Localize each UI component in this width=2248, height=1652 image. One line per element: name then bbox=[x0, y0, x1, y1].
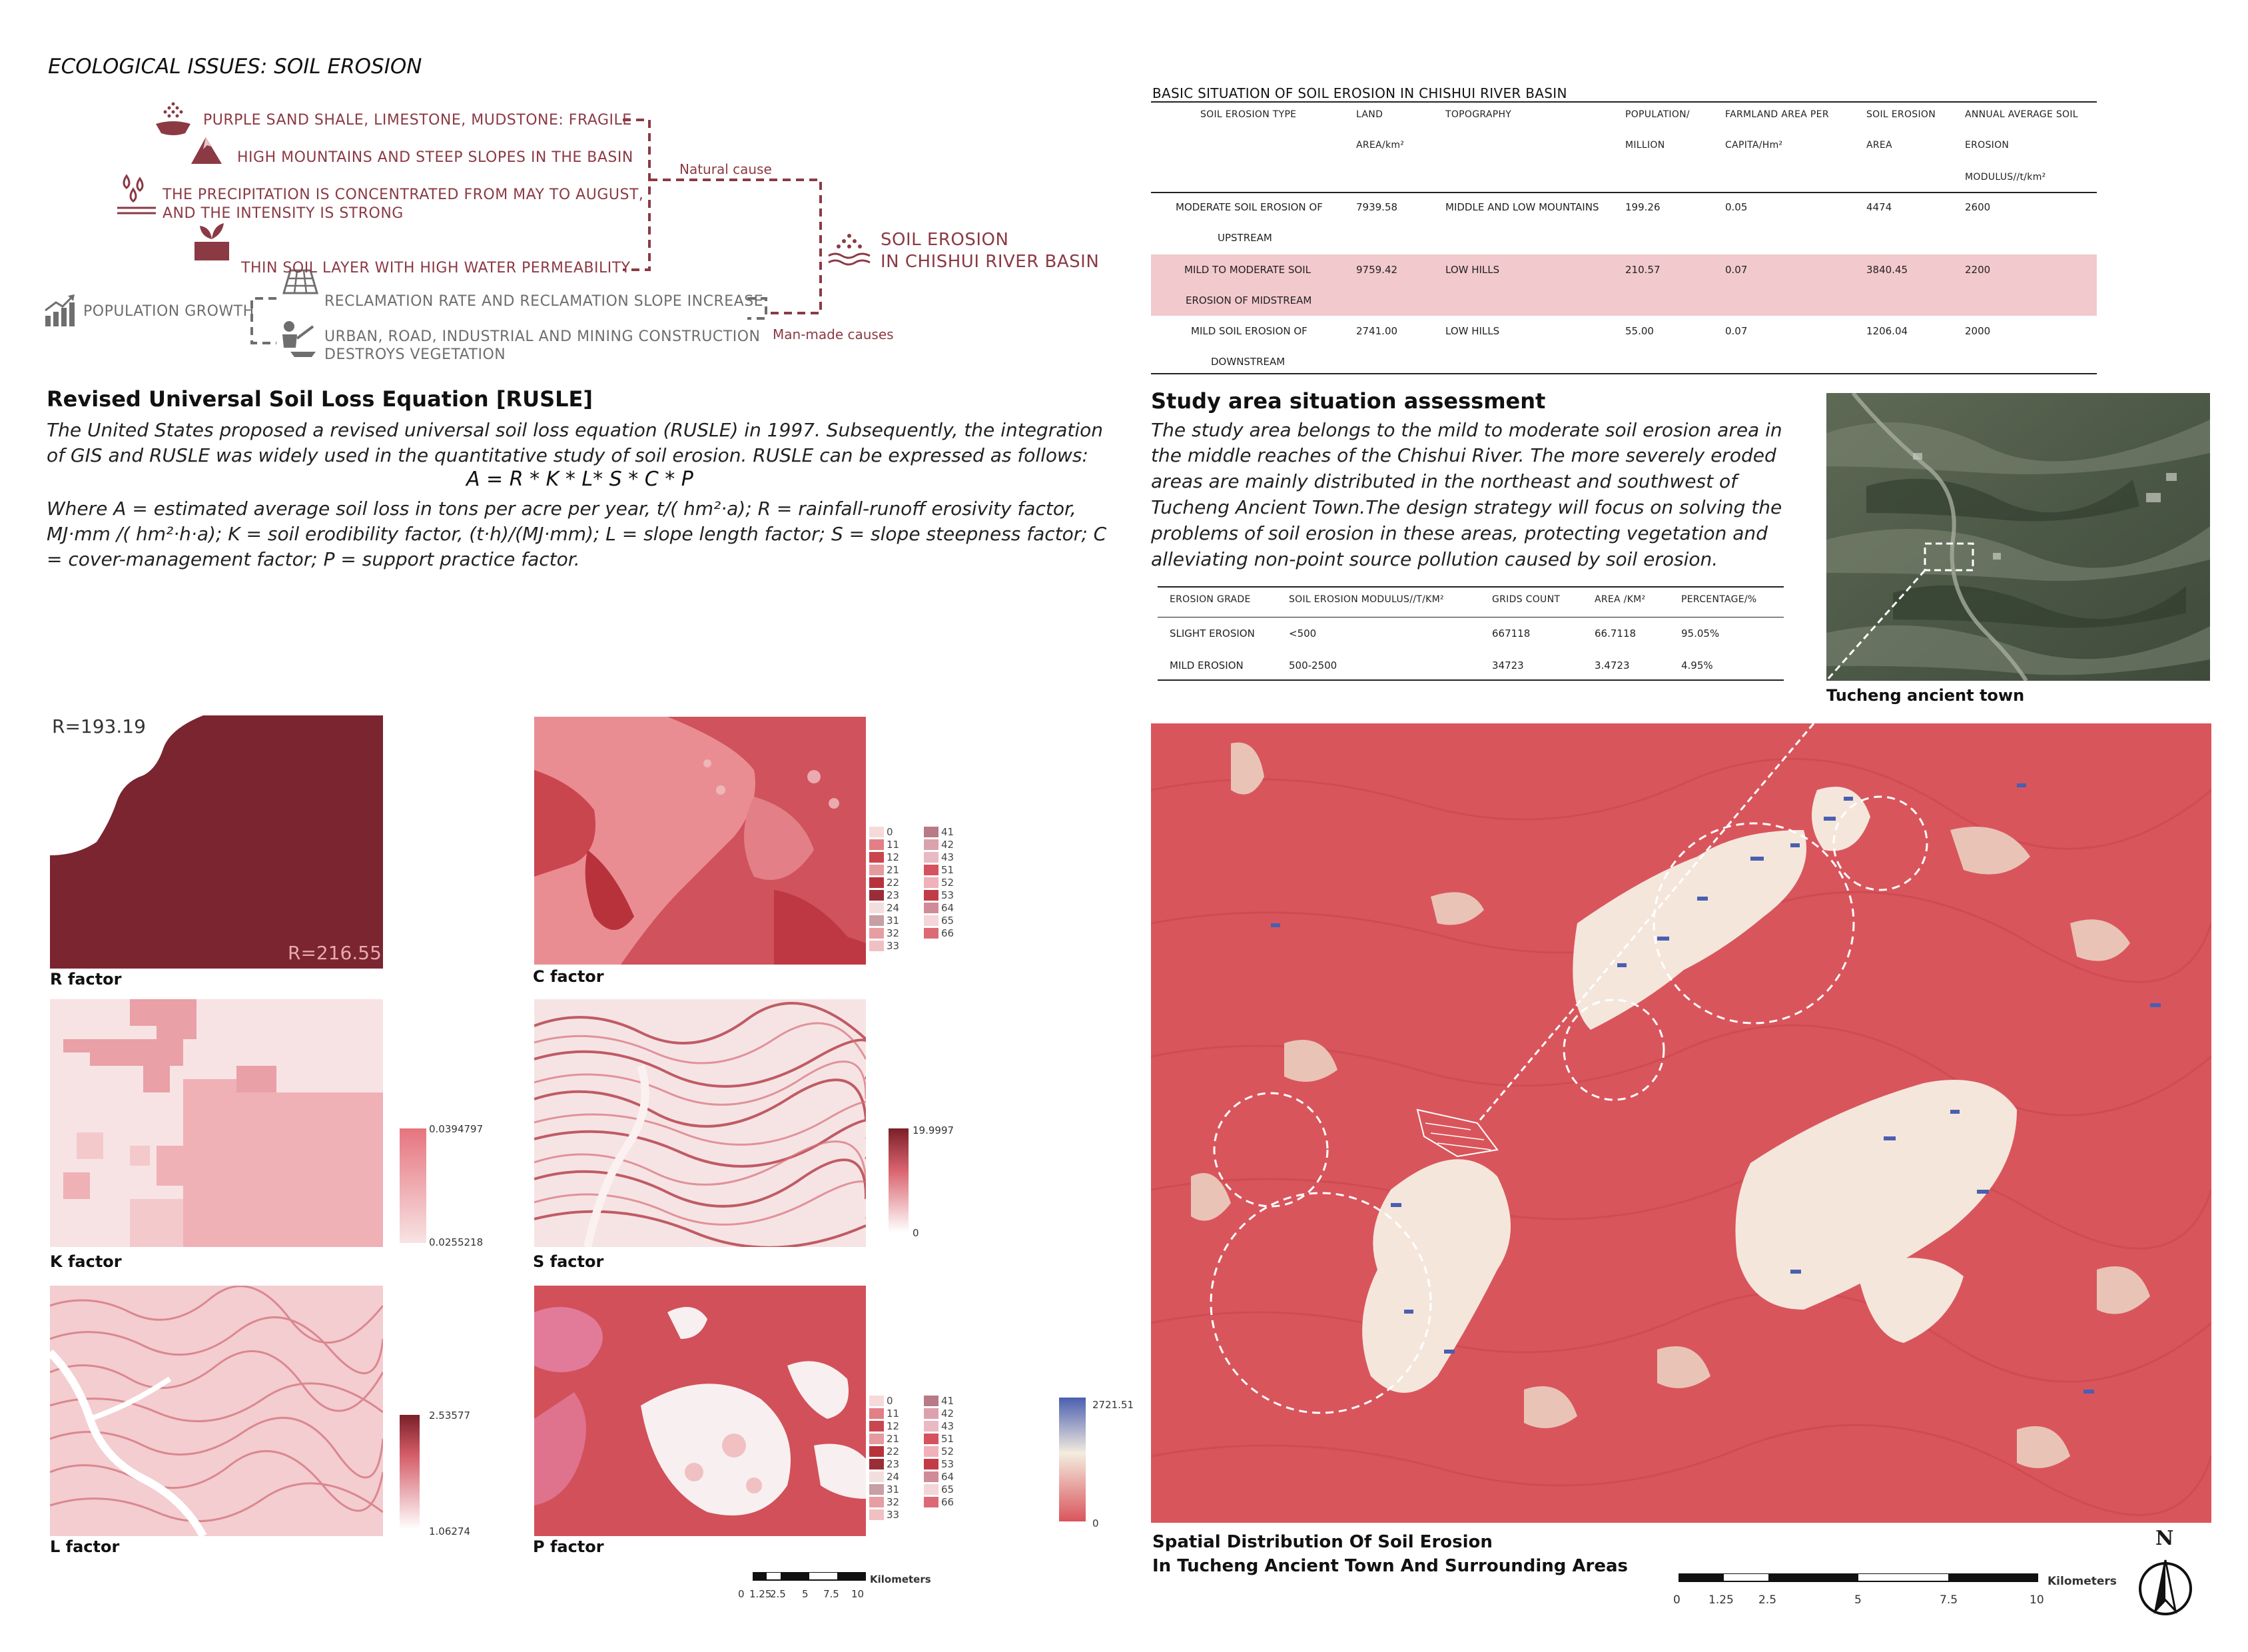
r-factor-caption: R factor bbox=[50, 970, 122, 989]
legend-code: 11 bbox=[887, 839, 900, 851]
legend-code: 24 bbox=[887, 902, 900, 914]
legend-code: 32 bbox=[887, 1496, 900, 1508]
table-cell: 3.4723 bbox=[1595, 659, 1630, 671]
legend-swatch bbox=[924, 1484, 938, 1495]
study-paragraph-line: areas are mainly distributed in the northeast and southwest of bbox=[1151, 470, 1737, 492]
legend-code: 33 bbox=[887, 1509, 900, 1521]
table-cell: 210.57 bbox=[1625, 264, 1661, 276]
main-scale-label: 7.5 bbox=[1940, 1593, 1958, 1607]
r-factor-top-value: R=193.19 bbox=[52, 715, 146, 737]
table-cell: 2000 bbox=[1965, 325, 1991, 337]
legend-code: 51 bbox=[941, 864, 954, 876]
basic-table-rule-header bbox=[1151, 192, 2097, 193]
col-header-erosion-area: SOIL EROSION bbox=[1866, 109, 1936, 120]
table-cell: EROSION OF MIDSTREAM bbox=[1186, 294, 1312, 306]
p-factor-caption: P factor bbox=[533, 1537, 604, 1556]
grade-col-header: AREA /KM² bbox=[1595, 594, 1646, 605]
s-factor-map bbox=[534, 999, 866, 1247]
col-header-farmland: CAPITA/Hm² bbox=[1725, 140, 1783, 151]
erosion-min: 0 bbox=[1092, 1517, 1099, 1529]
north-label: N bbox=[2155, 1527, 2174, 1550]
manmade-cause-item: RECLAMATION RATE AND RECLAMATION SLOPE INCREASE bbox=[324, 293, 764, 310]
table-cell: 500-2500 bbox=[1289, 659, 1337, 671]
legend-code: 43 bbox=[941, 1420, 954, 1432]
legend-swatch bbox=[869, 1434, 884, 1444]
table-cell: 7939.58 bbox=[1356, 201, 1398, 213]
table-cell: 34723 bbox=[1492, 659, 1524, 671]
legend-swatch bbox=[924, 1446, 938, 1457]
legend-swatch bbox=[924, 915, 938, 926]
l-factor-caption: L factor bbox=[50, 1537, 120, 1556]
grade-col-header: GRIDS COUNT bbox=[1492, 594, 1561, 605]
main-scale-label: 0 bbox=[1673, 1593, 1681, 1607]
l-factor-max: 2.53577 bbox=[429, 1410, 471, 1422]
legend-code: 42 bbox=[941, 839, 954, 851]
legend-swatch bbox=[869, 1459, 884, 1469]
legend-swatch bbox=[869, 928, 884, 939]
legend-swatch bbox=[869, 890, 884, 901]
l-factor-colorbar bbox=[400, 1415, 420, 1529]
legend-code: 23 bbox=[887, 1458, 900, 1470]
col-header-land: LAND bbox=[1356, 109, 1383, 120]
result-title: SOIL EROSION bbox=[881, 230, 1009, 250]
result-subtitle: IN CHISHUI RIVER BASIN bbox=[881, 252, 1100, 272]
table-cell: 9759.42 bbox=[1356, 264, 1398, 276]
rusle-paragraph-line: Where A = estimated average soil loss in tons per acre per year, t/( hm²·a); R = rainfall-runoff erosivity factor, bbox=[47, 498, 1076, 520]
legend-swatch bbox=[869, 827, 884, 837]
study-paragraph-line: Tucheng Ancient Town.The design strategy will focus on solving the bbox=[1151, 496, 1782, 518]
legend-code: 65 bbox=[941, 915, 954, 927]
factor-scale-label: 10 bbox=[851, 1588, 865, 1600]
legend-swatch bbox=[924, 1396, 938, 1406]
legend-swatch bbox=[924, 1408, 938, 1419]
study-heading: Study area situation assessment bbox=[1151, 388, 1546, 414]
legend-code: 43 bbox=[941, 851, 954, 863]
legend-swatch bbox=[924, 1471, 938, 1482]
legend-code: 66 bbox=[941, 927, 954, 939]
legend-code: 52 bbox=[941, 1446, 954, 1457]
legend-swatch bbox=[869, 1497, 884, 1507]
legend-swatch bbox=[869, 1408, 884, 1419]
table-cell: 55.00 bbox=[1625, 325, 1654, 337]
legend-code: 31 bbox=[887, 915, 900, 927]
legend-code: 52 bbox=[941, 877, 954, 889]
legend-swatch bbox=[869, 852, 884, 863]
table-cell: <500 bbox=[1289, 627, 1317, 639]
c-factor-map bbox=[534, 717, 866, 965]
main-scale-label: 10 bbox=[2030, 1593, 2044, 1607]
k-factor-max: 0.0394797 bbox=[429, 1123, 484, 1135]
table-cell: SLIGHT EROSION bbox=[1170, 627, 1255, 639]
legend-swatch bbox=[869, 903, 884, 913]
s-factor-caption: S factor bbox=[533, 1252, 604, 1271]
table-cell: 199.26 bbox=[1625, 201, 1661, 213]
s-factor-max: 19.9997 bbox=[913, 1124, 954, 1136]
manmade-cause-label: Man-made causes bbox=[773, 326, 894, 342]
cause-connector-lines bbox=[0, 0, 999, 373]
legend-code: 12 bbox=[887, 1420, 900, 1432]
legend-swatch bbox=[924, 1421, 938, 1432]
legend-swatch bbox=[924, 903, 938, 913]
soil-erosion-map bbox=[1151, 723, 2211, 1523]
factor-scale-label: 0 bbox=[738, 1588, 745, 1600]
rusle-paragraph-line: of GIS and RUSLE was widely used in the quantitative study of soil erosion. RUSLE can be expressed as follows: bbox=[47, 444, 1088, 466]
table-cell: 3840.45 bbox=[1866, 264, 1908, 276]
legend-code: 31 bbox=[887, 1483, 900, 1495]
legend-swatch bbox=[869, 1446, 884, 1457]
legend-code: 42 bbox=[941, 1408, 954, 1420]
legend-swatch bbox=[869, 877, 884, 888]
grade-table-rule-top bbox=[1158, 586, 1784, 588]
legend-code: 22 bbox=[887, 877, 900, 889]
r-factor-bottom-value: R=216.55 bbox=[288, 942, 382, 964]
manmade-cause-item: DESTROYS VEGETATION bbox=[324, 346, 506, 363]
col-header-erosion-area: AREA bbox=[1866, 140, 1892, 151]
factor-scale-label: 7.5 bbox=[823, 1588, 839, 1600]
rusle-paragraph-line: MJ·mm /( hm²·h·a); K = soil erodibility factor, (t·h)/(MJ·mm); L = slope length factor; S = slope steepness factor; C bbox=[47, 523, 1107, 545]
legend-code: 0 bbox=[887, 826, 893, 838]
table-cell: 66.7118 bbox=[1595, 627, 1637, 639]
p-factor-map bbox=[534, 1286, 866, 1536]
table-cell: 2600 bbox=[1965, 201, 1991, 213]
table-cell: 2741.00 bbox=[1356, 325, 1398, 337]
c-factor-legend bbox=[869, 826, 976, 952]
factor-scale-label: 2.5 bbox=[770, 1588, 786, 1600]
table-cell: 1206.04 bbox=[1866, 325, 1908, 337]
grade-col-header: PERCENTAGE/% bbox=[1681, 594, 1757, 605]
s-factor-min: 0 bbox=[913, 1227, 919, 1239]
rusle-paragraph-line: = cover-management factor; P = support practice factor. bbox=[47, 548, 580, 570]
legend-code: 53 bbox=[941, 889, 954, 901]
erosion-max: 2721.51 bbox=[1092, 1399, 1134, 1411]
natural-cause-item: THIN SOIL LAYER WITH HIGH WATER PERMEABILITY bbox=[241, 260, 631, 276]
natural-cause-item: HIGH MOUNTAINS AND STEEP SLOPES IN THE BASIN bbox=[237, 149, 633, 166]
erosion-map-caption: In Tucheng Ancient Town And Surrounding Areas bbox=[1152, 1556, 1629, 1576]
legend-swatch bbox=[924, 877, 938, 888]
legend-code: 11 bbox=[887, 1408, 900, 1420]
legend-code: 51 bbox=[941, 1433, 954, 1445]
legend-code: 41 bbox=[941, 826, 954, 838]
legend-swatch bbox=[869, 839, 884, 850]
legend-code: 33 bbox=[887, 940, 900, 952]
table-cell: 667118 bbox=[1492, 627, 1531, 639]
rusle-formula: A = R * K * L* S * C * P bbox=[466, 468, 693, 491]
table-cell: 4.95% bbox=[1681, 659, 1713, 671]
natural-cause-item: PURPLE SAND SHALE, LIMESTONE, MUDSTONE: FRAGILE bbox=[203, 112, 632, 129]
table-cell: 0.07 bbox=[1725, 325, 1748, 337]
legend-swatch bbox=[869, 1484, 884, 1495]
north-arrow-icon bbox=[2138, 1552, 2193, 1619]
factor-scale-label: 5 bbox=[802, 1588, 809, 1600]
table-cell: MILD EROSION bbox=[1170, 659, 1244, 671]
legend-code: 41 bbox=[941, 1395, 954, 1407]
study-paragraph-line: the middle reaches of the Chishui River. The more severely eroded bbox=[1151, 444, 1776, 466]
grade-table-rule-bottom bbox=[1158, 679, 1784, 681]
legend-code: 21 bbox=[887, 1433, 900, 1445]
basic-table-rule-top bbox=[1151, 101, 2097, 103]
l-factor-min: 1.06274 bbox=[429, 1525, 471, 1537]
legend-swatch bbox=[924, 852, 938, 863]
table-cell: DOWNSTREAM bbox=[1211, 356, 1286, 368]
legend-swatch bbox=[924, 1497, 938, 1507]
basic-table-rule-bottom bbox=[1151, 373, 2097, 374]
table-cell: LOW HILLS bbox=[1445, 264, 1500, 276]
legend-code: 65 bbox=[941, 1483, 954, 1495]
legend-swatch bbox=[924, 928, 938, 939]
table-cell: MODERATE SOIL EROSION OF bbox=[1176, 201, 1323, 213]
legend-code: 12 bbox=[887, 851, 900, 863]
table-cell: 0.07 bbox=[1725, 264, 1748, 276]
legend-swatch bbox=[924, 890, 938, 901]
legend-code: 64 bbox=[941, 1471, 954, 1483]
soil-erosion-icon bbox=[826, 232, 873, 272]
c-factor-caption: C factor bbox=[533, 967, 604, 986]
table-cell: MIDDLE AND LOW MOUNTAINS bbox=[1445, 201, 1599, 213]
factor-scale-unit: Kilometers bbox=[870, 1573, 931, 1585]
col-header-topography: TOPOGRAPHY bbox=[1445, 109, 1512, 120]
grade-col-header: EROSION GRADE bbox=[1170, 594, 1251, 605]
table-cell: 4474 bbox=[1866, 201, 1892, 213]
natural-cause-item: AND THE INTENSITY IS STRONG bbox=[163, 205, 404, 222]
factor-scale-label: 1.25 bbox=[749, 1588, 772, 1600]
table-cell: MILD SOIL EROSION OF bbox=[1191, 325, 1308, 337]
col-header-modulus: EROSION bbox=[1965, 140, 2010, 151]
manmade-cause-item: URBAN, ROAD, INDUSTRIAL AND MINING CONSTRUCTION bbox=[324, 328, 761, 345]
legend-code: 23 bbox=[887, 889, 900, 901]
study-paragraph-line: alleviating non-point source pollution caused by soil erosion. bbox=[1151, 548, 1718, 570]
col-header-land: AREA/km² bbox=[1356, 140, 1405, 151]
legend-swatch bbox=[924, 865, 938, 875]
legend-swatch bbox=[924, 1434, 938, 1444]
natural-cause-label: Natural cause bbox=[679, 161, 772, 177]
basic-table-title: BASIC SITUATION OF SOIL EROSION IN CHISHUI RIVER BASIN bbox=[1152, 85, 1567, 101]
legend-swatch bbox=[869, 1421, 884, 1432]
legend-swatch bbox=[924, 839, 938, 850]
legend-swatch bbox=[869, 865, 884, 875]
rusle-paragraph-line: The United States proposed a revised universal soil loss equation (RUSLE) in 1997. Subsequently, the integration bbox=[47, 419, 1103, 441]
k-factor-map bbox=[50, 999, 383, 1247]
legend-code: 0 bbox=[887, 1395, 893, 1407]
grade-table-rule-mid bbox=[1158, 617, 1784, 618]
satellite-image bbox=[1826, 393, 2210, 681]
table-cell: 0.05 bbox=[1725, 201, 1748, 213]
factor-scale-bar bbox=[753, 1572, 866, 1581]
main-scale-unit: Kilometers bbox=[2048, 1575, 2117, 1588]
study-paragraph-line: The study area belongs to the mild to moderate soil erosion area in bbox=[1151, 419, 1782, 441]
legend-code: 21 bbox=[887, 864, 900, 876]
k-factor-colorbar bbox=[400, 1128, 426, 1243]
legend-swatch bbox=[869, 1471, 884, 1482]
main-scale-label: 1.25 bbox=[1708, 1593, 1734, 1607]
col-header-population: POPULATION/ bbox=[1625, 109, 1690, 120]
main-scale-label: 5 bbox=[1854, 1593, 1862, 1607]
legend-code: 22 bbox=[887, 1446, 900, 1457]
legend-swatch bbox=[924, 827, 938, 837]
legend-code: 24 bbox=[887, 1471, 900, 1483]
l-factor-map bbox=[50, 1286, 383, 1536]
legend-swatch bbox=[869, 941, 884, 951]
legend-code: 64 bbox=[941, 902, 954, 914]
satellite-caption: Tucheng ancient town bbox=[1826, 686, 2025, 705]
legend-swatch bbox=[869, 1509, 884, 1520]
legend-swatch bbox=[924, 1459, 938, 1469]
table-cell: 95.05% bbox=[1681, 627, 1720, 639]
grade-col-header: SOIL EROSION MODULUS//T/KM² bbox=[1289, 594, 1444, 605]
col-header-farmland: FARMLAND AREA PER bbox=[1725, 109, 1829, 120]
legend-code: 53 bbox=[941, 1458, 954, 1470]
s-factor-colorbar bbox=[889, 1128, 909, 1232]
k-factor-caption: K factor bbox=[50, 1252, 122, 1271]
col-header-modulus: MODULUS//t/km² bbox=[1965, 172, 2046, 183]
r-factor-map bbox=[50, 715, 383, 969]
p-factor-legend bbox=[869, 1395, 976, 1521]
erosion-colorbar bbox=[1059, 1398, 1086, 1521]
k-factor-min: 0.0255218 bbox=[429, 1236, 484, 1248]
legend-swatch bbox=[869, 915, 884, 926]
natural-cause-item: THE PRECIPITATION IS CONCENTRATED FROM MAY TO AUGUST, bbox=[163, 187, 644, 203]
legend-code: 66 bbox=[941, 1496, 954, 1508]
population-growth-label: POPULATION GROWTH bbox=[83, 303, 254, 320]
legend-swatch bbox=[869, 1396, 884, 1406]
table-cell: UPSTREAM bbox=[1218, 232, 1272, 244]
legend-code: 32 bbox=[887, 927, 900, 939]
table-cell: LOW HILLS bbox=[1445, 325, 1500, 337]
col-header-modulus: ANNUAL AVERAGE SOIL bbox=[1965, 109, 2078, 120]
eco-title: ECOLOGICAL ISSUES: SOIL EROSION bbox=[48, 55, 422, 79]
col-header-population: MILLION bbox=[1625, 140, 1665, 151]
table-cell: 2200 bbox=[1965, 264, 1991, 276]
main-scale-label: 2.5 bbox=[1758, 1593, 1777, 1607]
study-paragraph-line: problems of soil erosion in these areas, protecting vegetation and bbox=[1151, 522, 1768, 544]
erosion-map-caption: Spatial Distribution Of Soil Erosion bbox=[1152, 1532, 1493, 1552]
col-header-type: SOIL EROSION TYPE bbox=[1200, 109, 1297, 120]
main-scale-bar bbox=[1679, 1573, 2038, 1583]
table-cell: MILD TO MODERATE SOIL bbox=[1184, 264, 1311, 276]
rusle-heading: Revised Universal Soil Loss Equation [RUSLE] bbox=[47, 386, 593, 412]
